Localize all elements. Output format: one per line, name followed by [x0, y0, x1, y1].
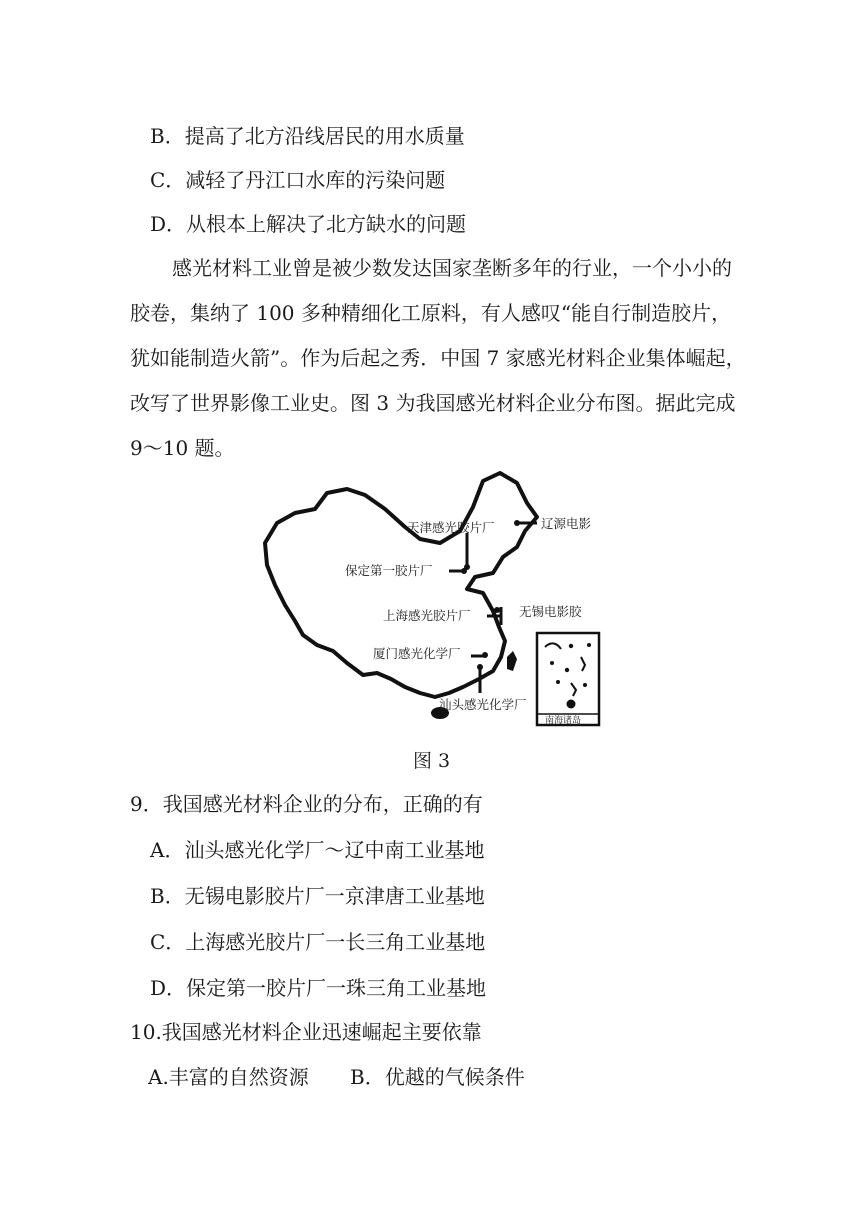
china-map-figure [255, 465, 605, 730]
q9-option-a: A．汕头感光化学厂～辽中南工业基地 [150, 838, 485, 862]
option-b-prev: B．提高了北方沿线居民的用水质量 [150, 124, 465, 148]
passage-line-5: 9～10 题。 [130, 436, 235, 460]
q9-option-b: B．无锡电影胶片厂一京津唐工业基地 [150, 884, 485, 908]
q10-option-a: A.丰富的自然资源 [148, 1065, 309, 1089]
china-map [255, 465, 605, 730]
figure-caption: 图 3 [413, 750, 451, 772]
q9-option-d: D．保定第一胶片厂一珠三角工业基地 [150, 976, 487, 1000]
passage-line-3: 犹如能制造火箭”。作为后起之秀．中国 7 家感光材料企业集体崛起， [130, 346, 746, 370]
question-9-stem: 9．我国感光材料企业的分布，正确的有 [130, 792, 483, 816]
south-china-sea-inset [537, 633, 599, 726]
passage-line-4: 改写了世界影像工业史。图 3 为我国感光材料企业分布图。据此完成 [130, 391, 736, 415]
label-shantou: 汕头感光化学厂 [439, 697, 527, 712]
passage-line-1: 感光材料工业曾是被少数发达国家垄断多年的行业，一个小小的 [172, 256, 732, 280]
label-baoding: 保定第一胶片厂 [345, 563, 433, 578]
option-c-prev: C．减轻了丹江口水库的污染问题 [150, 168, 446, 192]
label-inset: 南海诸岛 [545, 716, 582, 726]
option-d-prev: D．从根本上解决了北方缺水的问题 [150, 212, 467, 236]
taiwan-island [507, 651, 517, 671]
label-xiamen: 厦门感光化学厂 [373, 646, 461, 661]
q9-option-c: C．上海感光胶片厂一长三角工业基地 [150, 930, 486, 954]
passage-line-2: 胶卷，集纳了 100 多种精细化工原料，有人感叹“能自行制造胶片， [130, 301, 732, 325]
question-10-stem: 10.我国感光材料企业迅速崛起主要依靠 [130, 1020, 482, 1044]
shanghai-marker [494, 607, 500, 613]
q10-option-b: B．优越的气候条件 [350, 1065, 525, 1089]
china-outline [265, 473, 537, 697]
label-tianjin: 天津感光胶片厂 [407, 520, 495, 535]
label-liaoyuan: 辽源电影 [541, 516, 592, 531]
label-shanghai: 上海感光胶片厂 [383, 608, 471, 623]
label-wuxi: 无锡电影胶 [519, 604, 582, 619]
